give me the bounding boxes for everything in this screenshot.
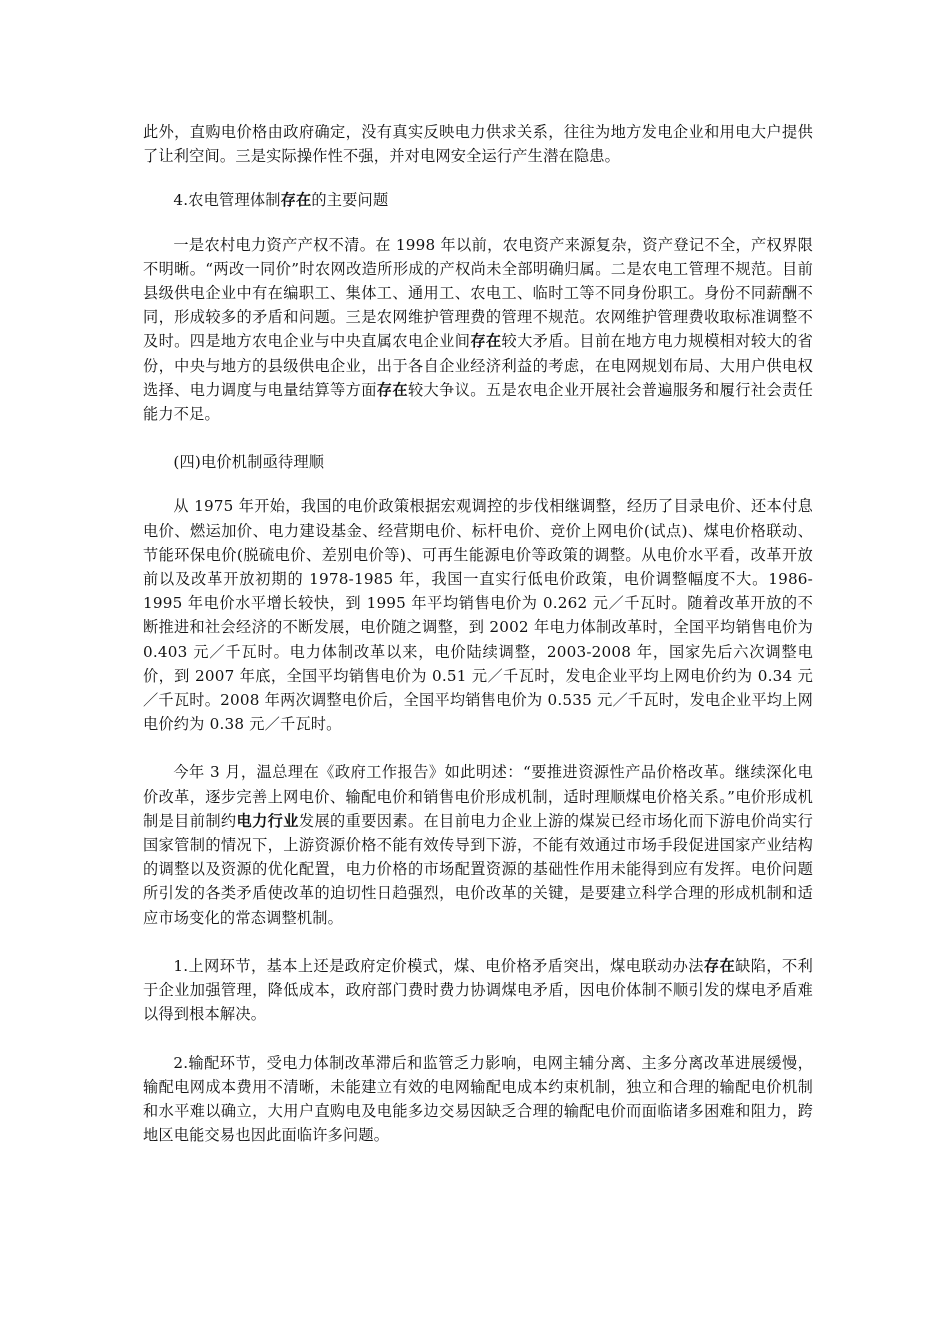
paragraph-text: 缺陷，不利于企业加强管理，降低成本，政府部门费时费力协调煤电矛盾，因电价体制不顺引发的煤电矛盾难以得到根本解决。 xyxy=(143,956,814,1024)
paragraph-text: 一是农村电力资产产权不清。在 1998 年以前，农电资产来源复杂，资产登记不全，产权界限不明晰。“两改一同价”时农网改造所形成的产权尚未全部明确归属。二是农电工管理不规范。目前县级供电企业中有在编职工、集体工、通用工、农电工、临时工等不同身份职工。身份不同薪酬不同，形成较多的矛盾和问题。三是农网维护管理费的管理不规范。农网维护管理费收取标准调整不及时。四是地方农电企业与中央直属农电企业间 xyxy=(143,235,813,351)
paragraph-price-history: 从 1975 年开始，我国的电价政策根据宏观调控的步伐相继调整，经历了目录电价、还本付息电价、燃运加价、电力建设基金、经营期电价、标杆电价、竞价上网电价(试点)、煤电价格联动、节能环保电价(脱硫电价、差别电价等)、可再生能源电价等政策的调整。从电价水平看，改革开放前以及改革开放初期的 1978-1985 年，我国一直实行低电价政策，电价调整幅度不大。1986-1995 年电价水平增长较快，到 1995 年平均销售电价为 0.262 元／千瓦时。随着改革开放的不断推进和社会经济的不断发展，电价随之调整，到 2002 年电力体制改革时，全国平均销售电价为 0.403 元／千瓦时。电力体制改革以来，电价陆续调整，2003-2008 年，国家先后六次调整电价，到 2007 年底，全国平均销售电价为 0.51 元／千瓦时，发电企业平均上网电价约为 0.34 元／千瓦时。2008 年两次调整电价后，全国平均销售电价为 0.535 元／千瓦时，发电企业平均上网电价约为 0.38 元／千瓦时。 xyxy=(143,497,813,734)
highlight-keyword: 存在 xyxy=(703,956,736,975)
document-page xyxy=(143,120,813,1147)
paragraph-text: 较大争议。五是农电企业开展社会普遍服务和履行社会责任能力不足。 xyxy=(143,380,814,424)
paragraph-text: 1.上网环节，基本上还是政府定价模式，煤、电价格矛盾突出，煤电联动办法 xyxy=(173,956,704,975)
paragraph-text: 发展的重要因素。在目前电力企业上游的煤炭已经市场化而下游电价尚实行国家管制的情况下，上游资源价格不能有效传导到下游，不能有效通过市场手段促进国家产业结构的调整以及资源的优化配置，电力价格的市场配置资源的基础性作用未能得到应有发挥。电价问题所引发的各类矛盾使改革的迫切性日趋强烈，电价改革的关键，是要建立科学合理的形成机制和适应市场变化的常态调整机制。 xyxy=(143,811,813,927)
paragraph-transmission-distribution: 2.输配环节，受电力体制改革滞后和监管乏力影响，电网主辅分离、主多分离改革进展缓慢，输配电网成本费用不清晰，未能建立有效的电网输配电成本约束机制，独立和合理的输配电价机制和水平难以确立，大用户直购电及电能多边交易因缺乏合理的输配电价而面临诸多困难和阻力，跨地区电能交易也因此面临许多问题。 xyxy=(143,1053,813,1145)
heading-rural-power-management xyxy=(143,188,813,212)
highlight-keyword: 存在 xyxy=(376,380,408,399)
highlight-keyword: 存在 xyxy=(280,191,312,210)
section-heading-pricing-mechanism: (四)电价机制亟待理顺 xyxy=(173,453,325,472)
paragraph-intro: 此外，直购电价格由政府确定，没有真实反映电力供求关系，往往为地方发电企业和用电大户提供了让利空间。三是实际操作性不强，并对电网安全运行产生潜在隐患。 xyxy=(143,123,813,166)
paragraph-grid-connection xyxy=(143,954,813,1027)
paragraph-rural-problems xyxy=(143,233,813,427)
paragraph-government-report xyxy=(143,760,813,929)
highlight-keyword: 电力行业 xyxy=(236,811,299,830)
heading-text: 4.农电管理体制 xyxy=(173,191,281,210)
highlight-keyword: 存在 xyxy=(470,332,502,351)
paragraph-text: 今年 3 月，温总理在《政府工作报告》如此明述：“要推进资源性产品价格改革。继续深化电价改革，逐步完善上网电价、输配电价和销售电价形成机制，适时理顺煤电价格关系。”电价形成机制是目前制约 xyxy=(143,763,813,830)
paragraph-text: 较大矛盾。目前在地方电力规模相对较大的省份，中央与地方的县级供电企业，出于各自企业经济利益的考虑，在电网规划布局、大用户供电权选择、电力调度与电量结算等方面 xyxy=(143,332,814,399)
heading-text-end: 的主要问题 xyxy=(311,191,389,210)
